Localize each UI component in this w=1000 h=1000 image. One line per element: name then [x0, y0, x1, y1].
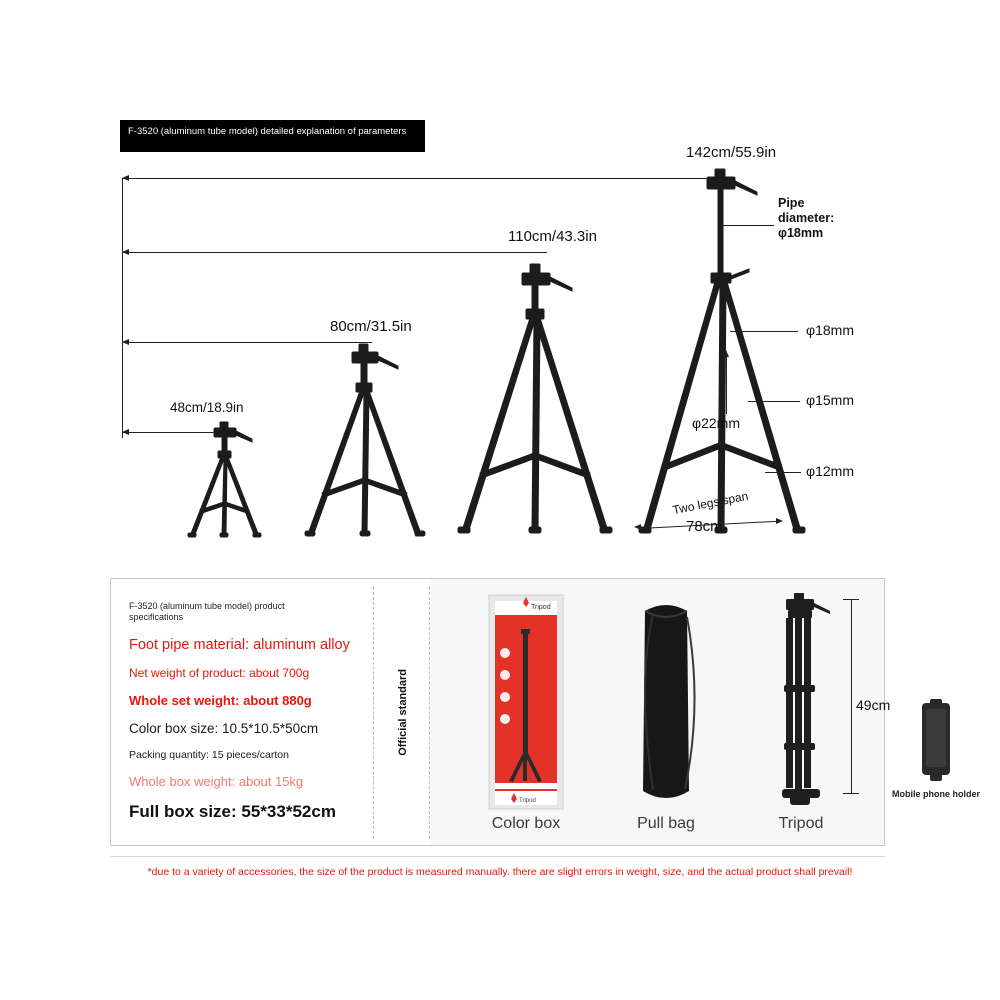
tripod-illustration-48: [160, 418, 290, 543]
pull-bag-illustration: [623, 593, 709, 811]
pipe-diameter-leader: [722, 225, 774, 226]
dim-arrow-left-48: [122, 429, 129, 435]
spec-line-net-weight: Net weight of product: about 700g: [129, 666, 310, 680]
pipe-diameter-line2: diameter:: [778, 211, 835, 225]
tripod-folded-illustration: [764, 593, 838, 811]
spec-line-full-box-size: Full box size: 55*33*52cm: [129, 802, 336, 821]
footnote: *due to a variety of accessories, the size of the product is measured manually. there are slight errors in weight, size, and the actual product shall prevail!: [147, 866, 853, 878]
tripod-illustration-110: [440, 255, 630, 545]
product-photos: [431, 579, 980, 845]
height-label-48: 48cm/18.9in: [170, 400, 244, 415]
spec-line-packing-quantity: Packing quantity: 15 pieces/carton: [129, 749, 289, 761]
phi12-label: φ12mm: [806, 463, 854, 479]
dim-line-142: [122, 178, 712, 179]
phi22-label: φ22mm: [692, 415, 740, 431]
product-color-box: [461, 593, 591, 833]
spec-line-box-weight: Whole box weight: about 15kg: [129, 774, 304, 789]
product-phone-holder: [881, 699, 991, 800]
official-standard-text: Official standard: [397, 668, 409, 756]
svg-text:Tripod: Tripod: [531, 604, 551, 611]
span-value: 78cm: [686, 518, 723, 535]
product-caption-phone-holder: Mobile phone holder: [892, 789, 980, 799]
footnote-divider: [110, 856, 885, 857]
official-standard-label: [383, 579, 423, 845]
dim-line-110: [122, 252, 547, 253]
tripod-height-tick-bottom: [843, 793, 859, 794]
product-pull-bag: [601, 593, 731, 833]
pipe-diameter-callout: [778, 196, 834, 241]
tripod-illustration-80: [282, 330, 452, 545]
divider-right: [429, 587, 430, 839]
dim-arrow-left-142: [122, 175, 129, 181]
product-tripod: [731, 593, 871, 833]
dim-arrow-left-110: [122, 249, 129, 255]
dim-arrow-left-80: [122, 339, 129, 345]
spec-panel: [110, 578, 980, 846]
phi22-leader: [726, 352, 727, 414]
height-label-80: 80cm/31.5in: [330, 318, 412, 335]
phi18-label: φ18mm: [806, 322, 854, 338]
product-caption-tripod: Tripod: [778, 815, 824, 832]
phi12-leader: [765, 472, 801, 473]
color-box-illustration: [487, 593, 565, 811]
divider-left: [373, 587, 374, 839]
spec-line-material: Foot pipe material: aluminum alloy: [129, 637, 350, 653]
pipe-diameter-line1: Pipe: [778, 196, 805, 210]
span-label: Two legs span: [671, 488, 750, 518]
spec-line-set-weight: Whole set weight: about 880g: [129, 693, 312, 708]
tripod-height-tick-top: [843, 599, 859, 600]
product-caption-color-box: Color box: [491, 815, 561, 832]
spec-line-color-box-size: Color box size: 10.5*10.5*50cm: [129, 721, 319, 736]
spec-heading: F-3520 (aluminum tube model) product specifications: [129, 601, 285, 622]
height-label-110: 110cm/43.3in: [508, 228, 597, 245]
phone-holder-illustration: [916, 699, 956, 785]
tripod-height-label: 49cm: [856, 697, 891, 713]
phi15-label: φ15mm: [806, 392, 854, 408]
axis-vertical: [122, 178, 123, 438]
pipe-diameter-line3: φ18mm: [778, 226, 824, 240]
span-arrow-right: [776, 518, 783, 524]
title-banner-text: F-3520 (aluminum tube model) detailed explanation of parameters: [128, 126, 407, 137]
product-caption-pull-bag: Pull bag: [637, 815, 695, 832]
svg-text:Tripod: Tripod: [519, 798, 536, 804]
height-label-142: 142cm/55.9in: [686, 144, 777, 161]
tripod-height-line: [851, 599, 852, 794]
phi22-arrow: [723, 350, 729, 357]
phi15-leader: [748, 401, 800, 402]
span-arrow-left: [634, 524, 641, 530]
phi18-leader: [730, 331, 798, 332]
spec-list: [111, 579, 373, 845]
